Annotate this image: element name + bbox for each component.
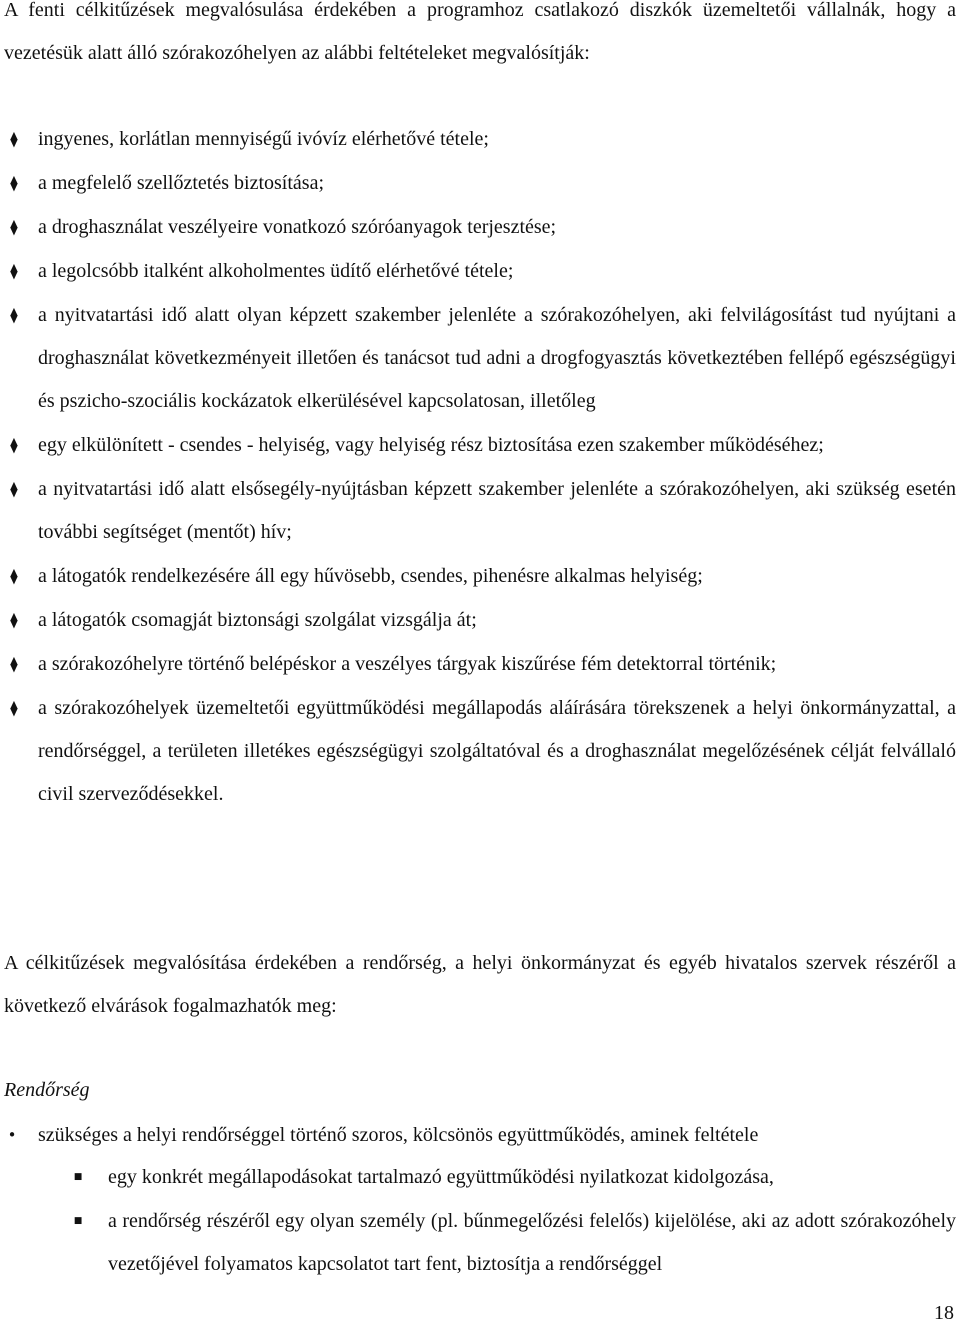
diamond-bullet-icon: ⧫ [10, 655, 18, 673]
diamond-bullet-icon: ⧫ [10, 174, 18, 192]
list-item [0, 294, 956, 423]
list-item [0, 1200, 956, 1286]
square-bullet-icon: ■ [73, 1216, 83, 1226]
list-item [0, 468, 956, 554]
list-item [0, 1156, 956, 1199]
list-item-text: a megfelelő szellőztetés biztosítása; [38, 172, 324, 194]
list-item-text: egy konkrét megállapodásokat tartalmazó együttműködési nyilatkozat kidolgozása, [108, 1166, 774, 1188]
diamond-bullet-icon: ⧫ [10, 611, 18, 629]
diamond-bullet-icon: ⧫ [10, 699, 18, 717]
authorities-paragraph: A célkitűzések megvalósítása érdekében a rendőrség, a helyi önkormányzat és egyéb hivatalos szervek részéről a következő elvárások fogalmazhatók meg: [4, 952, 956, 1017]
diamond-bullet-icon: ⧫ [10, 130, 18, 148]
list-item-text: a nyitvatartási idő alatt elsősegély-nyújtásban képzett szakember jelenléte a szórakozóhelyen, aki szükség esetén további segítséget (mentőt) hív; [38, 478, 956, 543]
diamond-bullet-icon: ⧫ [10, 567, 18, 585]
list-item-text: a szórakozóhelyre történő belépéskor a veszélyes tárgyak kiszűrése fém detektorral történik; [38, 653, 777, 675]
intro-paragraph: A fenti célkitűzések megvalósulása érdekében a programhoz csatlakozó diszkók üzemeltetői vállalnák, hogy a vezetésük alatt álló szórakozóhelyen az alábbi feltételeket megvalósítják: [4, 0, 956, 64]
disc-bullet-icon: • [7, 1126, 17, 1144]
list-item [0, 250, 956, 293]
list-item-text: szükséges a helyi rendőrséggel történő szoros, kölcsönös együttműködés, aminek feltétele [38, 1124, 759, 1146]
list-item [0, 118, 956, 161]
list-item-text: egy elkülönített - csendes - helyiség, vagy helyiség rész biztosítása ezen szakember működéséhez; [38, 434, 824, 456]
conditions-list [0, 118, 960, 817]
list-item [0, 1114, 956, 1157]
square-bullet-icon: ■ [73, 1172, 83, 1182]
list-item-text: a látogatók csomagját biztonsági szolgálat vizsgálja át; [38, 609, 477, 631]
list-item [0, 424, 956, 467]
list-item-text: a legolcsóbb italként alkoholmentes üdítő elérhetővé tétele; [38, 260, 514, 282]
police-heading: Rendőrség [4, 1079, 90, 1101]
list-item-text: a nyitvatartási idő alatt olyan képzett szakember jelenléte a szórakozóhelyen, aki felvilágosítást tud nyújtani a droghasználat következményeit illetően és tanácsot tud adni a drogfogyasztás következtében fellépő egészségügyi és pszicho-szociális kockázatok elkerülésével kapcsolatosan, illetőleg [38, 304, 956, 412]
diamond-bullet-icon: ⧫ [10, 262, 18, 280]
list-item [0, 555, 956, 598]
list-item [0, 206, 956, 249]
police-list [0, 1114, 960, 1158]
diamond-bullet-icon: ⧫ [10, 436, 18, 454]
list-item [0, 643, 956, 686]
list-item-text: a rendőrség részéről egy olyan személy (pl. bűnmegelőzési felelős) kijelölése, aki az adott szórakozóhely vezetőjével folyamatos kapcsolatot tart fent, biztosítja a rendőrséggel [108, 1210, 956, 1275]
list-item-text: a szórakozóhelyek üzemeltetői együttműködési megállapodás aláírására törekszenek a helyi önkormányzattal, a rendőrséggel, a területen illetékes egészségügyi szolgáltatóval és a droghasználat megelőzésének célját felvállaló civil szerveződésekkel. [38, 697, 956, 805]
list-item-text: a droghasználat veszélyeire vonatkozó szóróanyagok terjesztése; [38, 216, 557, 238]
list-item [0, 599, 956, 642]
list-item [0, 162, 956, 205]
list-item [0, 687, 956, 816]
list-item-text: ingyenes, korlátlan mennyiségű ivóvíz elérhetővé tétele; [38, 128, 489, 150]
page-number: 18 [934, 1302, 954, 1324]
diamond-bullet-icon: ⧫ [10, 306, 18, 324]
diamond-bullet-icon: ⧫ [10, 480, 18, 498]
police-sublist [0, 1156, 960, 1287]
diamond-bullet-icon: ⧫ [10, 218, 18, 236]
list-item-text: a látogatók rendelkezésére áll egy hűvösebb, csendes, pihenésre alkalmas helyiség; [38, 565, 703, 587]
